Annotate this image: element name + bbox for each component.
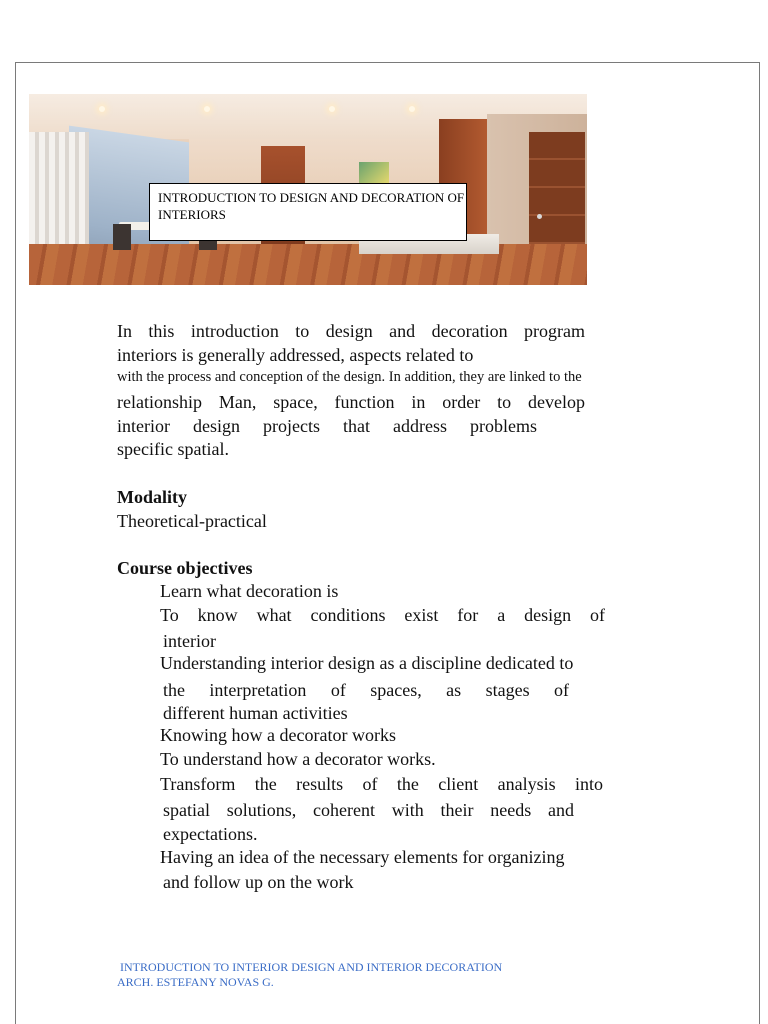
objective-item: Knowing how a decorator works — [160, 725, 396, 745]
intro-line-2: interiors is generally addressed, aspects related to — [117, 345, 474, 365]
wall-painting — [359, 162, 389, 184]
banner-title-line-2: INTERIORS — [158, 207, 226, 222]
ceiling-light-icon — [409, 106, 415, 112]
ceiling-light-icon — [329, 106, 335, 112]
objective-item-continuation: interior — [163, 631, 216, 651]
objective-item: Learn what decoration is — [160, 581, 339, 601]
objective-item: Transform the results of the client analysis into — [160, 774, 603, 794]
objective-item-continuation: the interpretation of spaces, as stages of — [163, 680, 569, 700]
objective-item: Understanding interior design as a discipline dedicated to — [160, 653, 574, 673]
dining-chair — [113, 224, 131, 250]
intro-line-6: specific spatial. — [117, 439, 229, 459]
intro-line-3: with the process and conception of the design. In addition, they are linked to the — [117, 369, 582, 385]
objectives-heading: Course objectives — [117, 558, 253, 578]
intro-line-4: relationship Man, space, function in order to develop — [117, 392, 585, 412]
wood-floor — [29, 244, 587, 285]
footer-author: ARCH. ESTEFANY NOVAS G. — [117, 975, 274, 989]
ceiling-light-icon — [204, 106, 210, 112]
objective-item-continuation: different human activities — [163, 703, 348, 723]
objective-item-continuation: spatial solutions, coherent with their needs and — [163, 800, 574, 820]
modality-heading: Modality — [117, 487, 187, 507]
objective-item: To understand how a decorator works. — [160, 749, 436, 769]
door-handle — [537, 214, 542, 219]
modality-value: Theoretical-practical — [117, 511, 267, 531]
objective-item-continuation: and follow up on the work — [163, 872, 354, 892]
objective-item: Having an idea of the necessary elements for organizing — [160, 847, 565, 867]
banner-title-line-1: INTRODUCTION TO DESIGN AND DECORATION OF — [158, 190, 465, 205]
banner-title-box — [149, 183, 467, 241]
intro-line-5: interior design projects that address problems — [117, 416, 537, 436]
footer-course-title: INTRODUCTION TO INTERIOR DESIGN AND INTERIOR DECORATION — [120, 960, 503, 974]
objective-item-continuation: expectations. — [163, 824, 258, 844]
objective-item: To know what conditions exist for a design of — [160, 605, 605, 625]
intro-line-1: In this introduction to design and decoration program — [117, 321, 585, 341]
page-footer — [117, 960, 502, 990]
ceiling-light-icon — [99, 106, 105, 112]
